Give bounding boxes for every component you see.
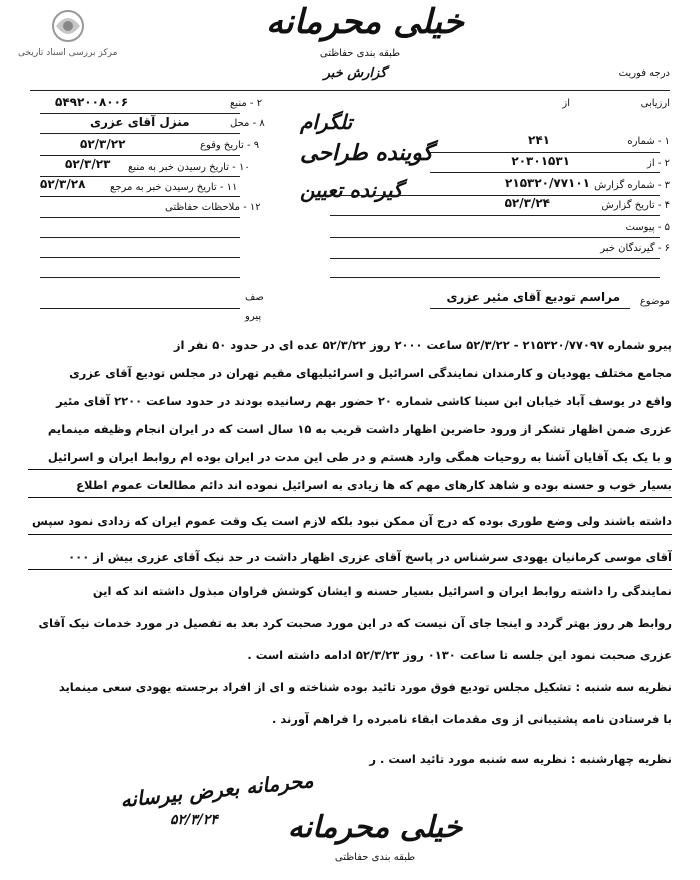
- left-field-label: ۸ - محل: [230, 118, 265, 129]
- left-field-value: ۵۲/۳/۲۲: [80, 137, 126, 151]
- form-title: گزارش خبر: [323, 66, 387, 81]
- body-line: واقع در یوسف آباد خیابان ابن سینا کاشی شماره ۲۰ حضور بهم رسانیده بودند در حدود ساعت ۲۲۰۰ آقای مئیر: [56, 394, 672, 408]
- body-line: با فرستادن نامه پشتیبانی از وی مقدمات ابقاء نامبرده را فراهم آورند .: [271, 712, 672, 726]
- body-line: عزری صحبت نمود این جلسه تا ساعت ۰۱۳۰ روز ۵۲/۳/۲۳ ادامه داشته است .: [247, 648, 672, 662]
- body-line: داشته باشند ولی وضع طوری بوده که درج آن ممکن نبود بلکه لازم است یک وقت عموم ایران که زدادی نمود سپس: [31, 514, 672, 528]
- body-line: عزری ضمن اظهار تشکر از ورود حاضرین اظهار داشت قریب به ۱۵ سال است که در ایران انجام وظیفه مینمایم: [47, 422, 672, 436]
- left-field-label: ۱۱ - تاریخ رسیدن خبر به مرجع: [110, 182, 238, 193]
- left-field-label: ۲ - منبع: [230, 98, 263, 109]
- body-line: مجامع مختلف یهودیان و کارمندان نمایندگی اسرائیل و اسرائیلیهای مقیم تهران در مجلس تودیع آقای عزری: [69, 366, 672, 380]
- subject-margin-note: صف: [245, 292, 264, 303]
- right-field-label: ۳ - شماره گزارش: [594, 180, 670, 191]
- right-field-label: ۲ - از: [647, 158, 670, 169]
- archive-logo: [8, 6, 158, 66]
- priority-label: درجه فوریت: [618, 68, 670, 79]
- right-field-value: ۲۴۱: [528, 133, 550, 147]
- body-line: روابط هر روز بهتر گردد و اینجا جای آن نیست که در این مورد صحبت کرد بعد به تفصیل در مورد خدمات نیک آقای: [38, 616, 672, 630]
- right-field-label: ۱ - شماره: [627, 136, 670, 147]
- left-field-label: ۱۲ - ملاحظات حفاظتی: [165, 202, 261, 213]
- wednesday-note: نظریه چهارشنبه : نظریه سه شنبه مورد تائید است . ر: [369, 752, 672, 766]
- body-line: آقای موسی کرمانیان یهودی سرشناس در پاسخ آقای عزری اظهار داشت در حد نیک آقای عزری بیش از ۰۰۰: [68, 550, 672, 564]
- right-field-label: ۵ - پیوست: [625, 222, 670, 233]
- subject-label: موضوع: [639, 296, 670, 307]
- right-field-value: ۲۰۳۰۱۵۳۱: [511, 154, 570, 168]
- footer-sub-classification: طبقه بندی حفاظتی: [334, 852, 416, 863]
- body-line: پیرو شماره ۲۱۵۳۲۰/۷۷۰۹۷ - ۵۲/۳/۲۲ ساعت ۲۰۰۰ روز ۵۲/۳/۲۲ عده ای در حدود ۵۰ نفر از: [173, 338, 672, 352]
- handwritten-signature: محرمانه بعرض بیرسانه: [119, 767, 315, 813]
- routing-line: تلگرام: [300, 110, 353, 134]
- sub-classification: طبقه بندی حفاظتی: [319, 48, 401, 59]
- routing-line: گوینده طراحی: [300, 140, 434, 166]
- classification-bottom: خیلی محرمانه: [287, 810, 463, 845]
- archive-seal-icon: [38, 6, 98, 46]
- subject-margin-note: پیرو: [245, 311, 262, 322]
- right-field-label: ۴ - تاریخ گزارش: [601, 200, 670, 211]
- subject-text: مراسم تودیع آقای مئیر عزری: [446, 290, 620, 304]
- left-field-value: منزل آقای عزری: [90, 115, 190, 129]
- logo-caption: مرکز بررسی اسناد تاریخی: [18, 48, 118, 58]
- right-field-label: از: [562, 98, 570, 109]
- body-line: و با یک یک آقایان آشنا به روحیات همگی وارد هستم و در طی این مدت در ایران بوده ام روابط ایران و اسرائیل: [47, 450, 672, 464]
- left-field-label: ۱۰ - تاریخ رسیدن خبر به منبع: [128, 162, 250, 173]
- body-line: بسیار خوب و حسنه بوده و شاهد کارهای مهم که ها زیادی به اسرائیل نموده اند دائم مطالعات عموم اطلاع: [76, 478, 672, 492]
- routing-line: گیرنده تعیین: [300, 178, 403, 202]
- right-field-label: ارزیابی: [640, 98, 670, 109]
- right-field-label: ۶ - گیرندگان خبر: [600, 243, 670, 254]
- signature-date: ۵۲/۳/۲۴: [170, 812, 218, 828]
- left-field-value: ۵۴۹۲۰۰۸۰۰۶: [55, 95, 129, 109]
- classification-top: خیلی محرمانه: [266, 2, 464, 42]
- body-line: نمایندگی را داشته روابط ایران و اسرائیل بسیار حسنه و ایشان کوشش فراوان مبذول داشته اند که این: [92, 584, 672, 598]
- right-field-value: ۵۲/۳/۲۴: [504, 196, 550, 210]
- left-field-value: ۵۲/۳/۲۳: [65, 157, 111, 171]
- left-field-label: ۹ - تاریخ وقوع: [200, 140, 260, 151]
- body-line: نظریه سه شنبه : تشکیل مجلس تودیع فوق مورد تائید بوده شناخته و ای از افراد برجسته یهودی سعی مینماید: [58, 680, 672, 694]
- right-field-value: ۲۱۵۳۲۰/۷۷۱۰۱: [505, 176, 590, 190]
- left-field-value: ۵۲/۳/۲۸: [40, 177, 86, 191]
